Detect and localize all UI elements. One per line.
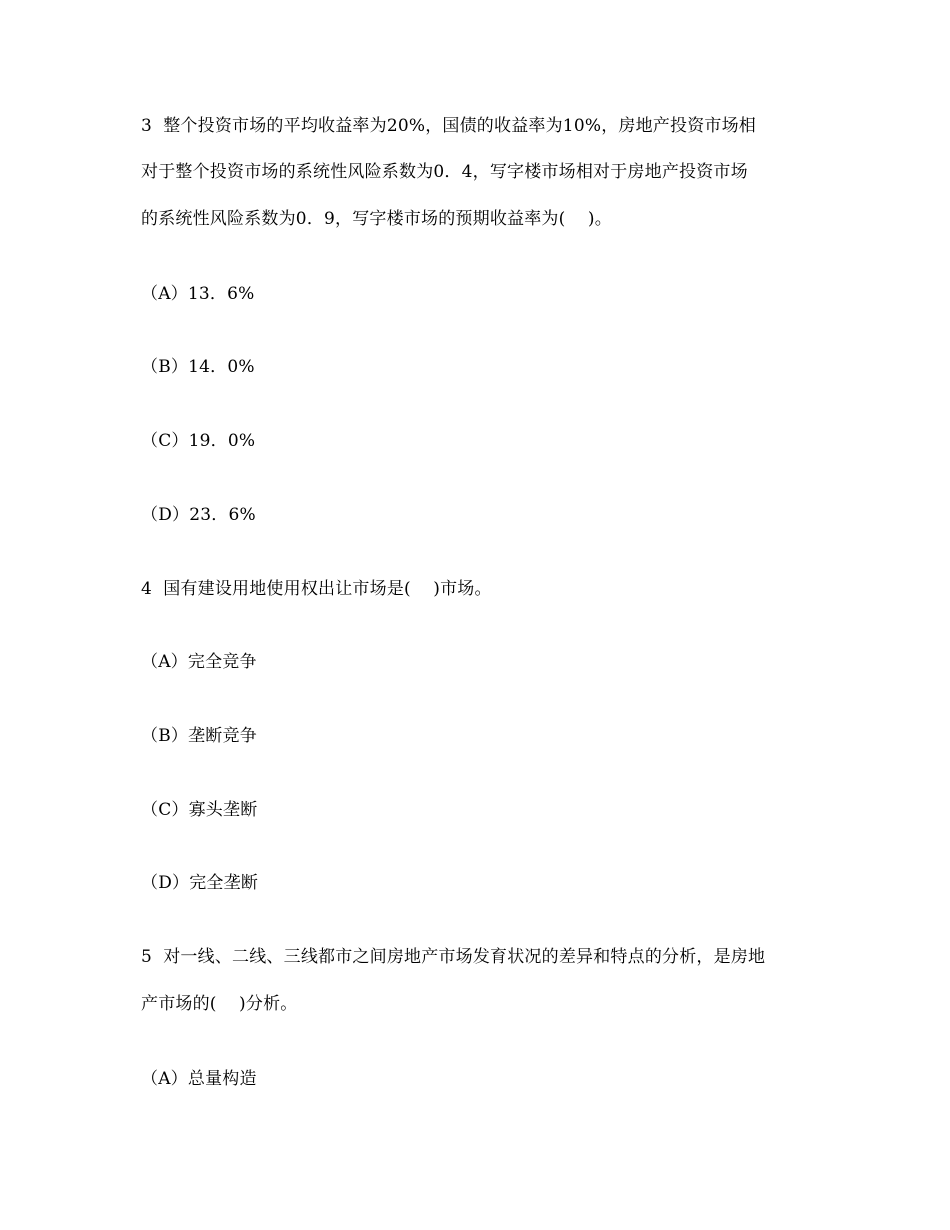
question-3-stem-line-2: 对于整个投资市场的系统性风险系数为0．4，写字楼市场相对于房地产投资市场	[141, 162, 748, 182]
question-5-stem-line-1: 5 对一线、二线、三线都市之间房地产市场发育状况的差异和特点的分析，是房地	[141, 947, 766, 967]
question-5-option-a: （A）总量构造	[141, 1069, 257, 1089]
question-4-stem-line-1: 4 国有建设用地使用权出让市场是( )市场。	[141, 579, 492, 599]
question-3-option-d: （D）23．6%	[141, 505, 256, 525]
question-3-option-a: （A）13．6%	[141, 284, 255, 304]
question-4-option-c: （C）寡头垄断	[141, 800, 258, 820]
question-3-stem-line-1: 3 整个投资市场的平均收益率为20%，国债的收益率为10%，房地产投资市场相	[141, 116, 756, 136]
question-3-option-c: （C）19．0%	[141, 431, 256, 451]
question-4-option-b: （B）垄断竞争	[141, 726, 257, 746]
question-5-stem-line-2: 产市场的( )分析。	[141, 994, 298, 1014]
question-3-stem-line-3: 的系统性风险系数为0．9，写字楼市场的预期收益率为( )。	[141, 209, 612, 229]
question-4-option-d: （D）完全垄断	[141, 873, 259, 893]
question-3-option-b: （B）14．0%	[141, 357, 255, 377]
question-4-option-a: （A）完全竞争	[141, 652, 257, 672]
